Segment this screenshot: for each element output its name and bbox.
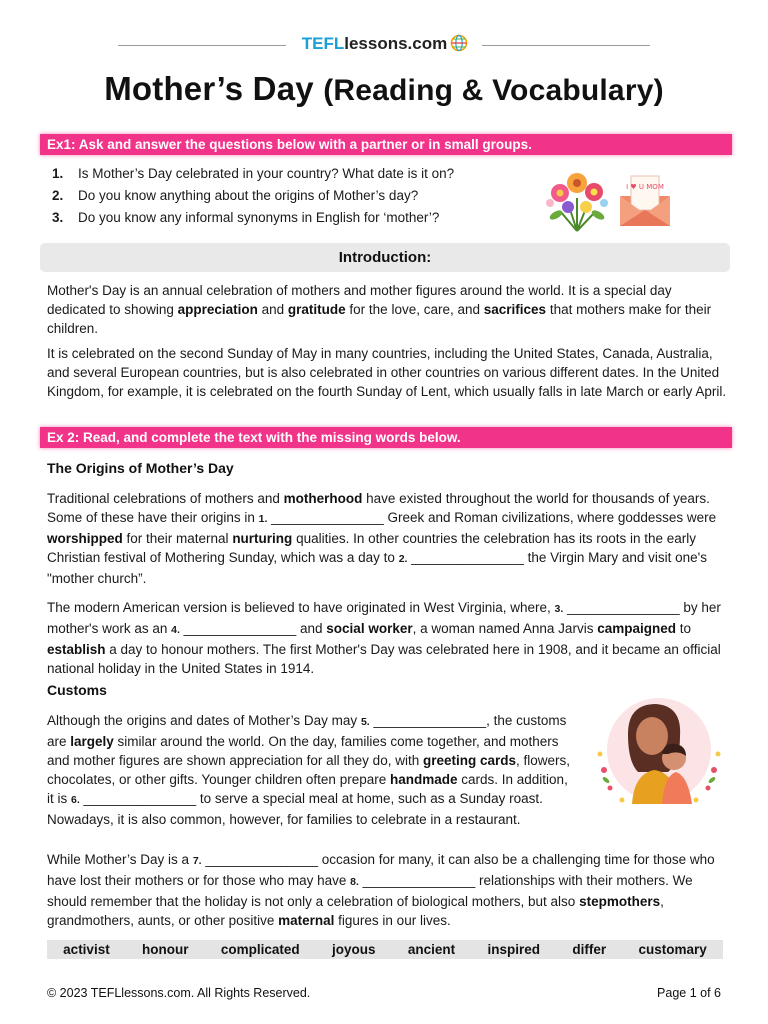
flowers-illustration [538,163,616,233]
vocab-word: greeting cards [422,753,516,768]
ex2-bar: Ex 2: Read, and complete the text with the missing words below. [40,427,732,448]
globe-icon [450,34,468,52]
vocab-word: largely [70,734,114,749]
text: to [675,621,691,636]
origins-paragraph-2 [47,598,727,678]
vocab-word: nurturing [232,531,293,546]
text: , the customs are [47,713,567,749]
text: relationships with their mothers. We should remember that the holiday is not only a celebration of biological mothers, but also [47,873,693,909]
word-bank-item: complicated [220,942,300,957]
text: Traditional celebrations of mothers and [47,491,284,506]
blank-line: _______________ [563,600,684,615]
question-item [52,186,532,208]
vocab-word: handmade [389,772,458,787]
text: , a woman named Anna Jarvis [412,621,598,636]
blank-number: 6. [71,794,80,806]
text: and [300,621,327,636]
footer-page-number: Page 1 of 6 [657,986,721,1000]
question-text: Do you know any informal synonyms in English for ‘mother’? [78,210,440,225]
vocab-word: worshipped [47,531,123,546]
question-number: 2. [52,188,64,203]
text: to serve a special meal at home, such as a Sunday roast. Nowadays, it is also common, however, for families to celebrate in a restaurant. [47,791,543,827]
question-text: Is Mother’s Day celebrated in your country? What date is it on? [78,166,455,181]
blank-line: _______________ [407,550,528,565]
text: The modern American version is believed to have originated in West Virginia, where, [47,600,555,615]
vocab-word: sacrifices [483,302,547,317]
text: Mother's Day is an annual celebration of mothers and mother figures around the world. It is a special day dedicated to showing [47,283,672,317]
title-sub: (Reading & Vocabulary) [323,74,664,107]
blank-line: _______________ [79,791,200,806]
vocab-word: establish [47,642,106,657]
vocab-word: appreciation [177,302,258,317]
text: cards. In addition, it is [47,772,568,806]
vocab-word: maternal [278,913,335,928]
vocab-word: gratitude [287,302,346,317]
word-bank-item: honour [142,942,189,957]
question-item [52,208,532,230]
text: and [257,302,288,317]
ex1-bar: Ex1: Ask and answer the questions below with a partner or in small groups. [40,134,732,155]
logo-row [118,34,650,56]
text: similar around the world. On the day, families come together, and mothers and mother figures are shown appreciation for all they do, with [47,734,559,768]
blank-number: 5. [360,716,370,728]
divider-left [118,45,286,46]
page-title [0,70,768,108]
vocab-word: motherhood [283,491,363,506]
question-list [52,164,532,230]
word-bank-item: differ [572,942,607,957]
word-bank-item: ancient [407,942,456,957]
logo-lessons: lessons.com [344,34,448,53]
text: for their maternal [122,531,233,546]
title-main: Mother’s Day [104,70,314,107]
text: occasion for many, it can also be a challenging time for those who have lost their mothers or for those who may have [47,852,715,888]
blank-line: _______________ [267,510,388,525]
question-number: 1. [52,166,64,181]
blank-line: _______________ [201,852,322,867]
card-envelope-illustration [618,174,672,228]
blank-line: _______________ [358,873,480,888]
customs-heading: Customs [47,682,107,698]
blank-line: _______________ [369,713,487,728]
vocab-word: campaigned [597,621,676,636]
divider-right [482,45,650,46]
logo-tefl: TEFL [301,34,345,53]
word-bank-item: activist [63,942,110,957]
card-text: I ♥ U MOM [626,183,664,191]
text: the Virgin Mary and visit one's "mother church”. [47,550,707,586]
intro-paragraph-2: It is celebrated on the second Sunday of May in many countries, including the United States, Canada, Australia, and several European countries, but is also celebrated in other countries on various different dates. In the United Kingdom, for example, it is celebrated on the fourth Sunday of Lent, which usually falls in late March or early April. [47,346,727,399]
customs-paragraph-1 [47,711,575,829]
text: a day to honour mothers. The first Mother's Day was celebrated here in 1908, and it became an official national holiday in the United States in 1914. [47,642,721,676]
blank-number: 2. [398,553,408,565]
text: Greek and Roman civilizations, where goddesses were [387,510,717,525]
text: qualities. In other countries the celebration has its roots in the early Christian festival of Mothering Sunday, which was a day to [47,531,697,565]
question-item [52,164,532,186]
text: for the love, care, and [345,302,484,317]
blank-number: 1. [258,513,268,525]
mother-child-illustration [588,692,730,812]
text: While Mother’s Day is a [47,852,193,867]
text: , grandmothers, aunts, or other positive [47,894,664,928]
origins-heading: The Origins of Mother’s Day [47,460,234,476]
blank-number: 4. [171,624,180,636]
intro-paragraph-1 [47,281,727,338]
footer-copyright: © 2023 TEFLlessons.com. All Rights Reserved. [47,986,311,1000]
text: Although the origins and dates of Mother’s Day may [47,713,361,728]
blank-line: _______________ [179,621,301,636]
blank-number: 8. [350,876,359,888]
vocab-word: stepmothers [579,894,661,909]
site-logo [290,34,480,54]
text: figures in our lives. [334,913,451,928]
blank-number: 7. [192,855,202,867]
introduction-heading: Introduction: [40,243,730,272]
word-bank-item: inspired [487,942,540,957]
text: by her mother's work as an [47,600,721,636]
text: , flowers, chocolates, or other gifts. Younger children often prepare [47,753,571,787]
question-number: 3. [52,210,64,225]
question-text: Do you know anything about the origins of Mother’s day? [78,188,419,203]
blank-number: 3. [554,603,564,615]
origins-paragraph-1 [47,489,727,588]
word-bank-item: customary [638,942,707,957]
customs-paragraph-2 [47,850,727,930]
vocab-word: social worker [326,621,413,636]
word-bank [47,940,723,959]
text: that mothers make for their children. [47,302,712,336]
text: have existed throughout the world for thousands of years. Some of these have their origins in [47,491,710,525]
word-bank-item: joyous [332,942,376,957]
